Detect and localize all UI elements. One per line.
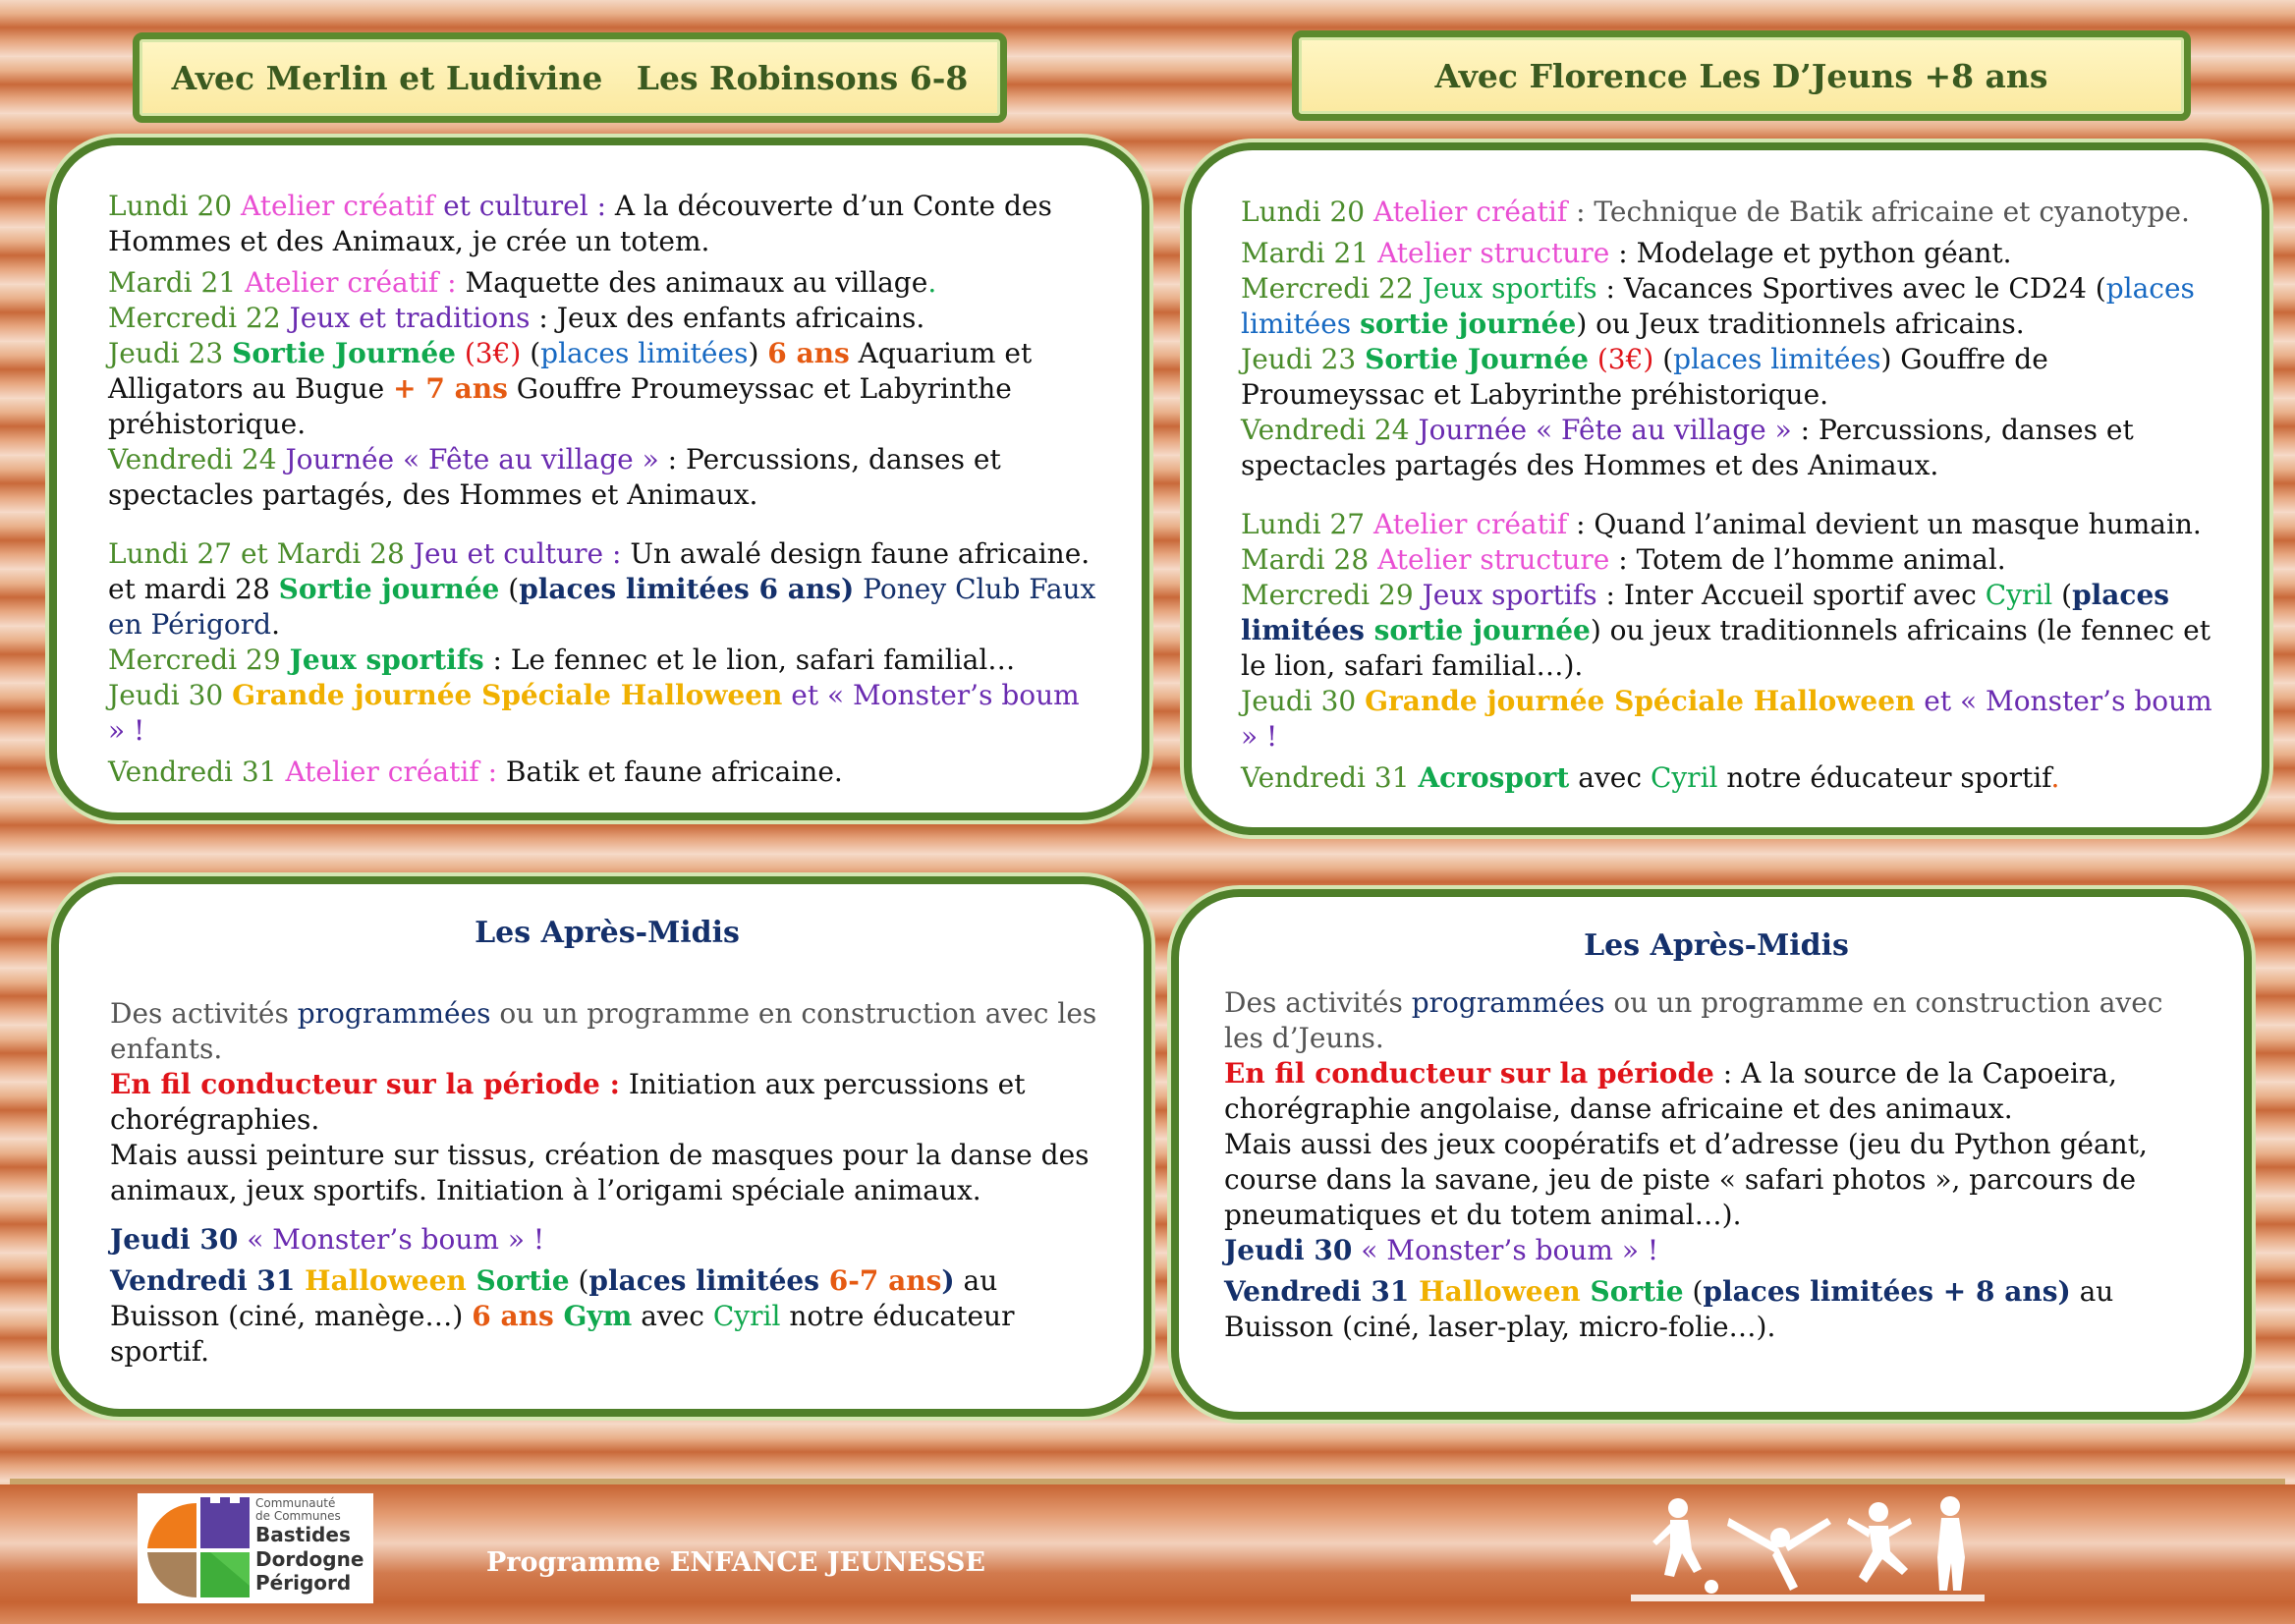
afternoons-vendredi-31: Vendredi 31 Halloween Sortie (places limitées 6-7 ans) au Buisson (ciné, manège…) 6 ans Gym avec Cyril notre éducateur sportif.: [110, 1264, 1015, 1368]
afternoons-jeudi-30: Jeudi 30 « Monster’s boum » !: [110, 1223, 545, 1256]
entry-vendredi-24: Vendredi 24 Journée « Fête au village » : Percussions, danses et spectacles partagés, des Hommes et Animaux.: [108, 443, 1001, 511]
entry-lundi-20: Lundi 20 Atelier créatif : Technique de Batik africaine et cyanotype.: [1241, 196, 2190, 228]
entry-mercredi-29: Mercredi 29 Jeux sportifs : Le fennec et le lion, safari familial…: [108, 644, 1016, 676]
card-djeuns-schedule: [1184, 142, 2269, 835]
entry-lundi-27: Lundi 27 et Mardi 28 Jeu et culture : Un awalé design faune africaine.: [108, 537, 1091, 570]
logo-text-communaute: Communauté: [255, 1496, 336, 1510]
card-djeuns-afternoons: [1171, 889, 2252, 1420]
entry-mercredi-22: Mercredi 22 Jeux et traditions : Jeux des enfants africains.: [108, 302, 925, 334]
header-left: [133, 32, 1007, 123]
card-robinsons-schedule: [49, 138, 1149, 820]
program-title: Programme ENFANCE JEUNESSE: [486, 1547, 985, 1578]
entry-vendredi-31: Vendredi 31 Acrosport avec Cyril notre éducateur sportif.: [1241, 761, 2060, 794]
entry-mardi-28: Mardi 28 Atelier structure : Totem de l’homme animal.: [1241, 543, 2006, 576]
card-robinsons-afternoons: [51, 876, 1151, 1417]
logo-text-dordogne: Dordogne: [255, 1547, 364, 1571]
afternoons-aussi: Mais aussi des jeux coopératifs et d’adresse (jeu du Python géant, course dans la savane, jeu de piste « safari photos », parcours de pneumatiques et du totem animal…).: [1224, 1128, 2148, 1231]
entry-vendredi-24: Vendredi 24 Journée « Fête au village » : Percussions, danses et spectacles partagés des Hommes et des Animaux.: [1241, 414, 2134, 481]
entry-mardi-21: Mardi 21 Atelier structure : Modelage et python géant.: [1241, 237, 2012, 269]
entry-vendredi-31: Vendredi 31 Atelier créatif : Batik et faune africaine.: [108, 756, 843, 788]
afternoons-jeudi-30: Jeudi 30 « Monster’s boum » !: [1224, 1234, 1659, 1266]
afternoons-fil-conducteur: En fil conducteur sur la période : Initiation aux percussions et chorégraphies.: [110, 1068, 1026, 1136]
entry-jeudi-30: Jeudi 30 Grande journée Spéciale Halloween et « Monster’s boum » !: [108, 679, 1080, 747]
community-logo: [138, 1493, 373, 1603]
afternoons-intro: Des activités programmées ou un programme en construction avec les enfants.: [110, 997, 1097, 1065]
entry-mardi-21: Mardi 21 Atelier créatif : Maquette des animaux au village.: [108, 266, 937, 299]
header-right: [1292, 30, 2191, 121]
afternoons-title: Les Après-Midis: [475, 916, 740, 950]
afternoons-aussi: Mais aussi peinture sur tissus, création de masques pour la danse des animaux, jeux sportifs. Initiation à l’origami spéciale animaux.: [110, 1139, 1090, 1206]
logo-text-bastides: Bastides: [255, 1523, 351, 1546]
afternoons-title: Les Après-Midis: [1584, 928, 1849, 963]
entry-mercredi-22: Mercredi 22 Jeux sportifs : Vacances Sportives avec le CD24 (places limitées sortie journée) ou Jeux traditionnels africains.: [1241, 272, 2195, 340]
entry-lundi-27: Lundi 27 Atelier créatif : Quand l’animal devient un masque humain.: [1241, 508, 2202, 540]
afternoons-vendredi-31: Vendredi 31 Halloween Sortie (places limitées + 8 ans) au Buisson (ciné, laser-play, micro-folie…).: [1224, 1275, 2114, 1343]
logo-text-perigord: Périgord: [255, 1571, 352, 1595]
entry-mercredi-29: Mercredi 29 Jeux sportifs : Inter Accueil sportif avec Cyril (places limitées sortie journée) ou jeux traditionnels africains (le fennec et le lion, safari familial…).: [1241, 579, 2211, 682]
entry-jeudi-23: Jeudi 23 Sortie Journée (3€) (places limitées) 6 ans Aquarium et Alligators au Bugue + 7 ans Gouffre Proumeyssac et Labyrinthe préhistorique.: [108, 337, 1033, 440]
afternoons-intro: Des activités programmées ou un programme en construction avec les d’Jeuns.: [1224, 986, 2163, 1054]
header-right-text: Avec Florence Les D’Jeuns +8 ans: [1434, 56, 2048, 95]
entry-jeudi-23: Jeudi 23 Sortie Journée (3€) (places limitées) Gouffre de Proumeyssac et Labyrinthe préhistorique.: [1241, 343, 2048, 411]
afternoons-fil-conducteur: En fil conducteur sur la période : A la source de la Capoeira, chorégraphie angolaise, danse africaine et des animaux.: [1224, 1057, 2117, 1125]
logo-text-communes: de Communes: [255, 1509, 341, 1523]
entry-lundi-20: Lundi 20 Atelier créatif et culturel : A la découverte d’un Conte des Hommes et des Animaux, je crée un totem.: [108, 190, 1052, 257]
children-silhouettes-icon: [1631, 1488, 1985, 1601]
header-left-text: Avec Merlin et Ludivine Les Robinsons 6-8: [171, 58, 969, 97]
entry-mardi-28: et mardi 28 Sortie journée (places limitées 6 ans) Poney Club Faux en Périgord.: [108, 573, 1096, 641]
entry-jeudi-30: Jeudi 30 Grande journée Spéciale Halloween et « Monster’s boum » !: [1241, 685, 2212, 753]
